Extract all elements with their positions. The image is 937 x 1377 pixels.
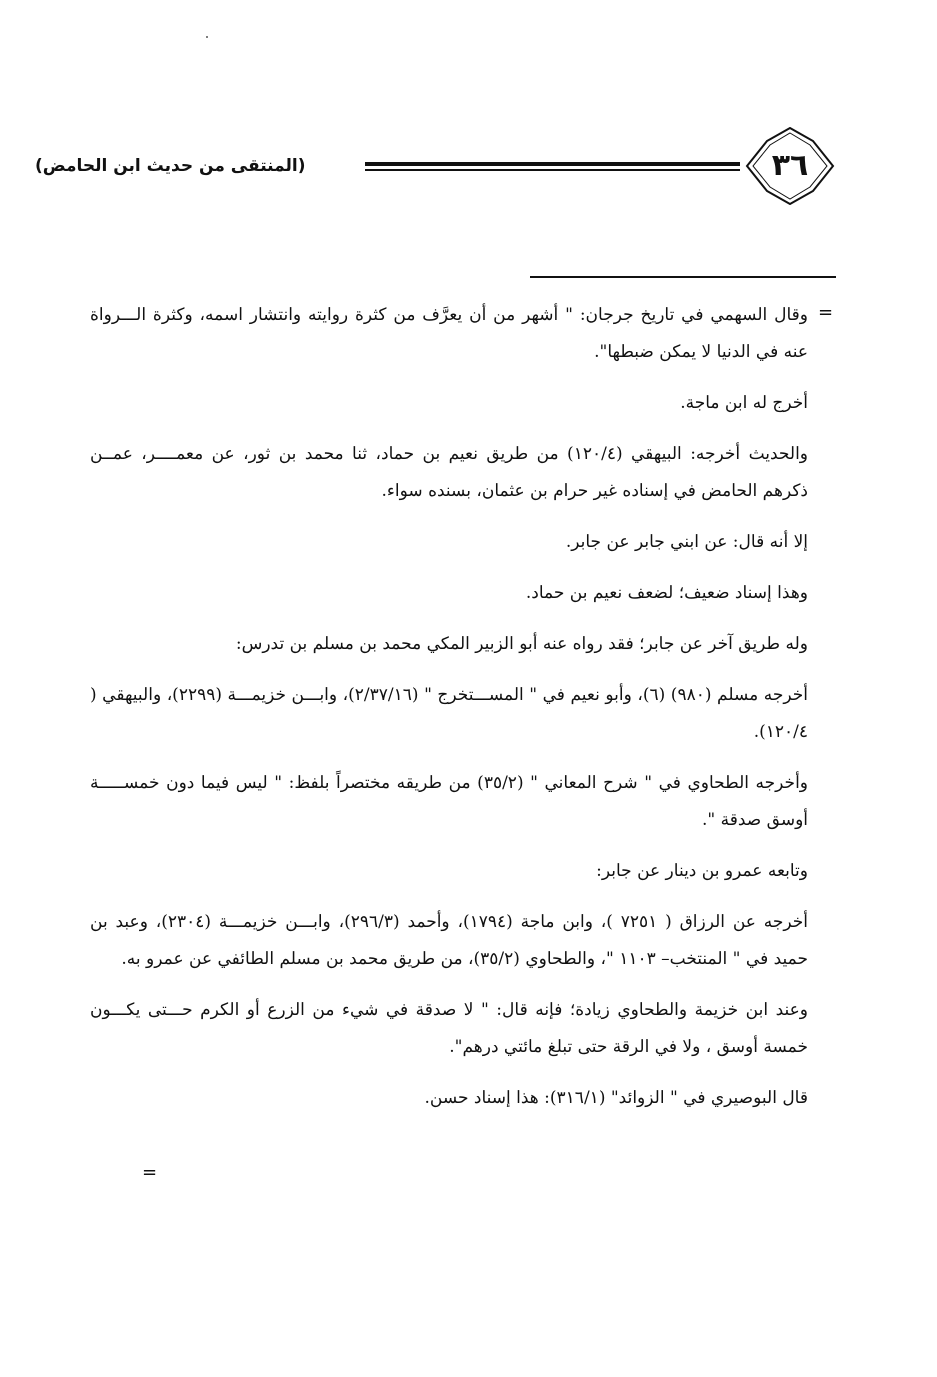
paragraph: إلا أنه قال: عن ابني جابر عن جابر. [565, 532, 808, 552]
paragraph: وهذا إسناد ضعيف؛ لضعف نعيم بن حماد. [525, 583, 808, 603]
running-title: (المنتقى من حديث ابن الحامض) [35, 156, 306, 176]
continuation-marker: = [818, 302, 834, 323]
text-body [90, 297, 808, 1131]
paragraph: والحديث أخرجه: البيهقي (١٢٠/٤) من طريق نعيم بن حماد، ثنا محمد بن ثور، عن معمــــر، عمــن ذكرهم الحامض في إسناده غير حرام بن عثمان، بسنده سواء. [90, 444, 808, 501]
paragraph: وقال السهمي في تاريخ جرجان: " أشهر من أن يعرَّف من كثرة روايته وانتشار اسمه، وكثرة الـــرواة عنه في الدنيا لا يمكن ضبطها". [90, 305, 808, 362]
paragraph: أخرجه عن الرزاق ( ٧٢٥١ )، وابن ماجة (١٧٩٤)، وأحمد (٢٩٦/٣)، وابـــن خزيمـــة (٢٣٠٤)، وعبد بن حميد في " المنتخب– ١١٠٣ "، والطحاوي (٣٥/٢)، من طريق محمد بن مسلم الطائفي عن عمرو به. [90, 912, 808, 969]
paragraph: وله طريق آخر عن جابر؛ فقد رواه عنه أبو الزبير المكي محمد بن مسلم بن تدرس: [235, 634, 808, 654]
header-rule [365, 162, 740, 171]
paragraph: أخرجه مسلم (٩٨٠) (٦)، وأبو نعيم في " المســـتخرج " (٢/٣٧/١٦)، وابـــن خزيمـــة (٢٢٩٩)، والبيهقي ( ١٢٠/٤). [90, 685, 809, 742]
paragraph: وتابعه عمرو بن دينار عن جابر: [596, 861, 808, 881]
end-marker: = [142, 1162, 158, 1183]
paragraph: قال البوصيري في " الزوائد" (٣١٦/١): هذا إسناد حسن. [424, 1088, 808, 1108]
footnote-separator [530, 276, 836, 278]
page-number: ٣٦ [771, 148, 809, 183]
page-number-badge [745, 127, 835, 205]
paragraph: وعند ابن خزيمة والطحاوي زيادة؛ فإنه قال: " لا صدقة في شيء من الزرع أو الكرم حـــتى يكـــون خمسة أوسق ، ولا في الرقة حتى تبلغ مائتي درهم". [90, 1000, 808, 1057]
paragraph: وأخرجه الطحاوي في " شرح المعاني " (٣٥/٢) من طريقه مختصراً بلفظ: " ليس فيما دون خمســـــة أوسق صدقة ". [90, 773, 808, 830]
scan-speck [206, 36, 208, 38]
paragraph: أخرج له ابن ماجة. [680, 393, 808, 413]
